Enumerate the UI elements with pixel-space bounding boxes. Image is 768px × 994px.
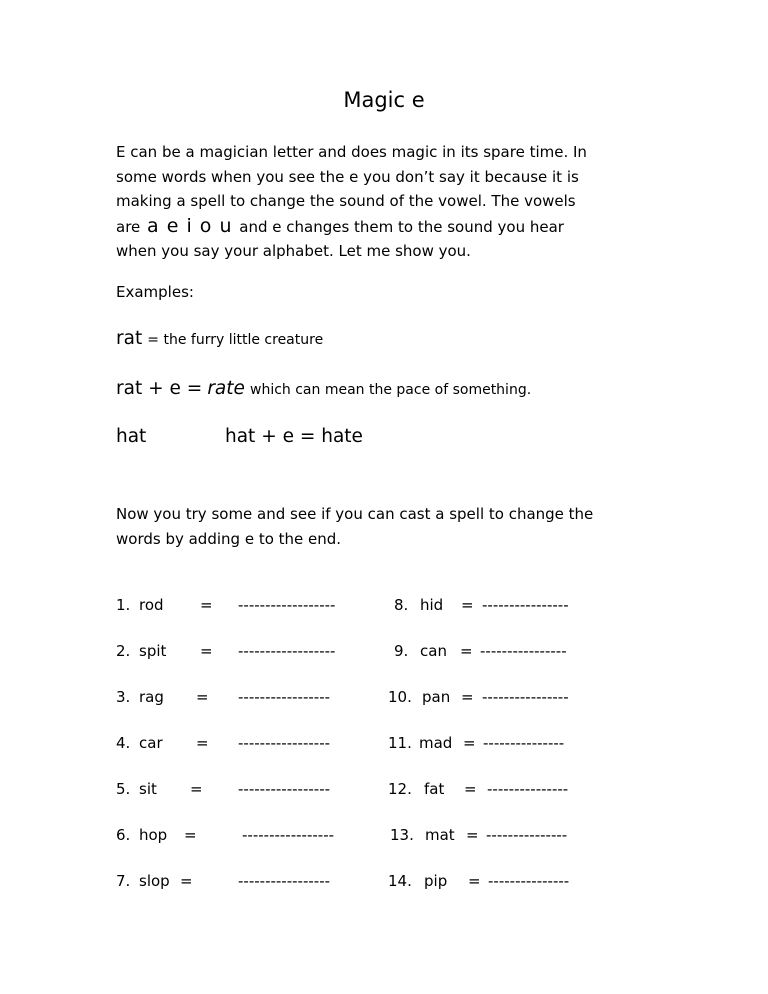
- example-definition: = the furry little creature: [147, 332, 324, 348]
- exercise-word: mat: [425, 826, 455, 844]
- intro-line: some words when you see the e you don’t say it because it is: [116, 167, 579, 186]
- exercise-number: 4.: [116, 734, 131, 752]
- exercise-equals: =: [200, 596, 213, 614]
- example-formula: rat + e =: [116, 378, 203, 399]
- exercise-word: car: [139, 734, 163, 752]
- exercise-equals: =: [460, 642, 473, 660]
- vowel-list: a e i o u: [147, 214, 233, 237]
- answer-blank[interactable]: ------------------: [238, 642, 336, 660]
- exercise-equals: =: [464, 780, 477, 798]
- example-rate: [116, 378, 531, 399]
- exercise-number: 2.: [116, 642, 131, 660]
- exercise-equals: =: [200, 642, 213, 660]
- exercise-number: 1.: [116, 596, 131, 614]
- exercise-equals: =: [463, 734, 476, 752]
- exercise-equals: =: [190, 780, 203, 798]
- answer-blank[interactable]: ----------------: [480, 642, 567, 660]
- exercise-word: sit: [139, 780, 157, 798]
- exercise-word: mad: [419, 734, 453, 752]
- intro-line: making a spell to change the sound of the vowel. The vowels: [116, 192, 576, 210]
- example-rat: [116, 328, 323, 349]
- example-hat-formula: hat + e = hate: [225, 426, 363, 447]
- answer-blank[interactable]: -----------------: [238, 688, 331, 706]
- example-hat-word: hat: [116, 426, 147, 447]
- exercise-number: 3.: [116, 688, 131, 706]
- exercise-equals: =: [468, 872, 481, 890]
- answer-blank[interactable]: ------------------: [238, 596, 336, 614]
- answer-blank[interactable]: ---------------: [488, 872, 570, 890]
- answer-blank[interactable]: -----------------: [242, 826, 335, 844]
- exercise-number: 10.: [388, 688, 412, 706]
- exercise-number: 6.: [116, 826, 131, 844]
- exercise-equals: =: [184, 826, 197, 844]
- intro-line: when you say your alphabet. Let me show you.: [116, 242, 471, 260]
- answer-blank[interactable]: ---------------: [487, 780, 569, 798]
- answer-blank[interactable]: -----------------: [238, 780, 331, 798]
- exercise-word: pan: [422, 688, 451, 706]
- example-result: rate: [207, 378, 245, 399]
- answer-blank[interactable]: -----------------: [238, 872, 331, 890]
- answer-blank[interactable]: ---------------: [486, 826, 568, 844]
- exercise-word: pip: [424, 872, 448, 890]
- intro-paragraph: [116, 140, 676, 264]
- exercise-word: rod: [139, 596, 164, 614]
- examples-label: Examples:: [116, 283, 194, 301]
- page-title: Magic e: [343, 88, 425, 112]
- exercise-word: rag: [139, 688, 164, 706]
- answer-blank[interactable]: -----------------: [238, 734, 331, 752]
- exercise-equals: =: [461, 688, 474, 706]
- instructions-paragraph: [116, 502, 676, 551]
- answer-blank[interactable]: ---------------: [483, 734, 565, 752]
- exercise-equals: =: [196, 734, 209, 752]
- exercise-equals: =: [466, 826, 479, 844]
- exercise-equals: =: [461, 596, 474, 614]
- intro-text: and e changes them to the sound you hear: [239, 217, 564, 236]
- exercise-word: hop: [139, 826, 168, 844]
- exercise-number: 13.: [390, 826, 414, 844]
- instructions-line: Now you try some and see if you can cast a spell to change the: [116, 505, 594, 523]
- answer-blank[interactable]: ----------------: [482, 688, 569, 706]
- exercise-number: 7.: [116, 872, 131, 890]
- example-word: rat: [116, 328, 143, 349]
- exercise-word: slop: [139, 872, 170, 890]
- exercise-number: 5.: [116, 780, 131, 798]
- exercise-equals: =: [196, 688, 209, 706]
- intro-text: are: [116, 217, 141, 236]
- exercise-number: 8.: [394, 596, 409, 614]
- example-definition: which can mean the pace of something.: [250, 382, 532, 398]
- exercise-equals: =: [180, 872, 193, 890]
- intro-line-vowels: [116, 214, 676, 240]
- answer-blank[interactable]: ----------------: [482, 596, 569, 614]
- instructions-line: words by adding e to the end.: [116, 529, 342, 548]
- exercise-word: fat: [424, 780, 445, 798]
- exercise-number: 14.: [388, 872, 412, 890]
- exercise-number: 11.: [388, 734, 412, 752]
- exercise-number: 9.: [394, 642, 409, 660]
- exercise-number: 12.: [388, 780, 412, 798]
- exercise-word: spit: [139, 642, 167, 660]
- exercise-word: hid: [420, 596, 444, 614]
- exercise-word: can: [420, 642, 447, 660]
- intro-line: E can be a magician letter and does magic in its spare time. In: [116, 143, 587, 161]
